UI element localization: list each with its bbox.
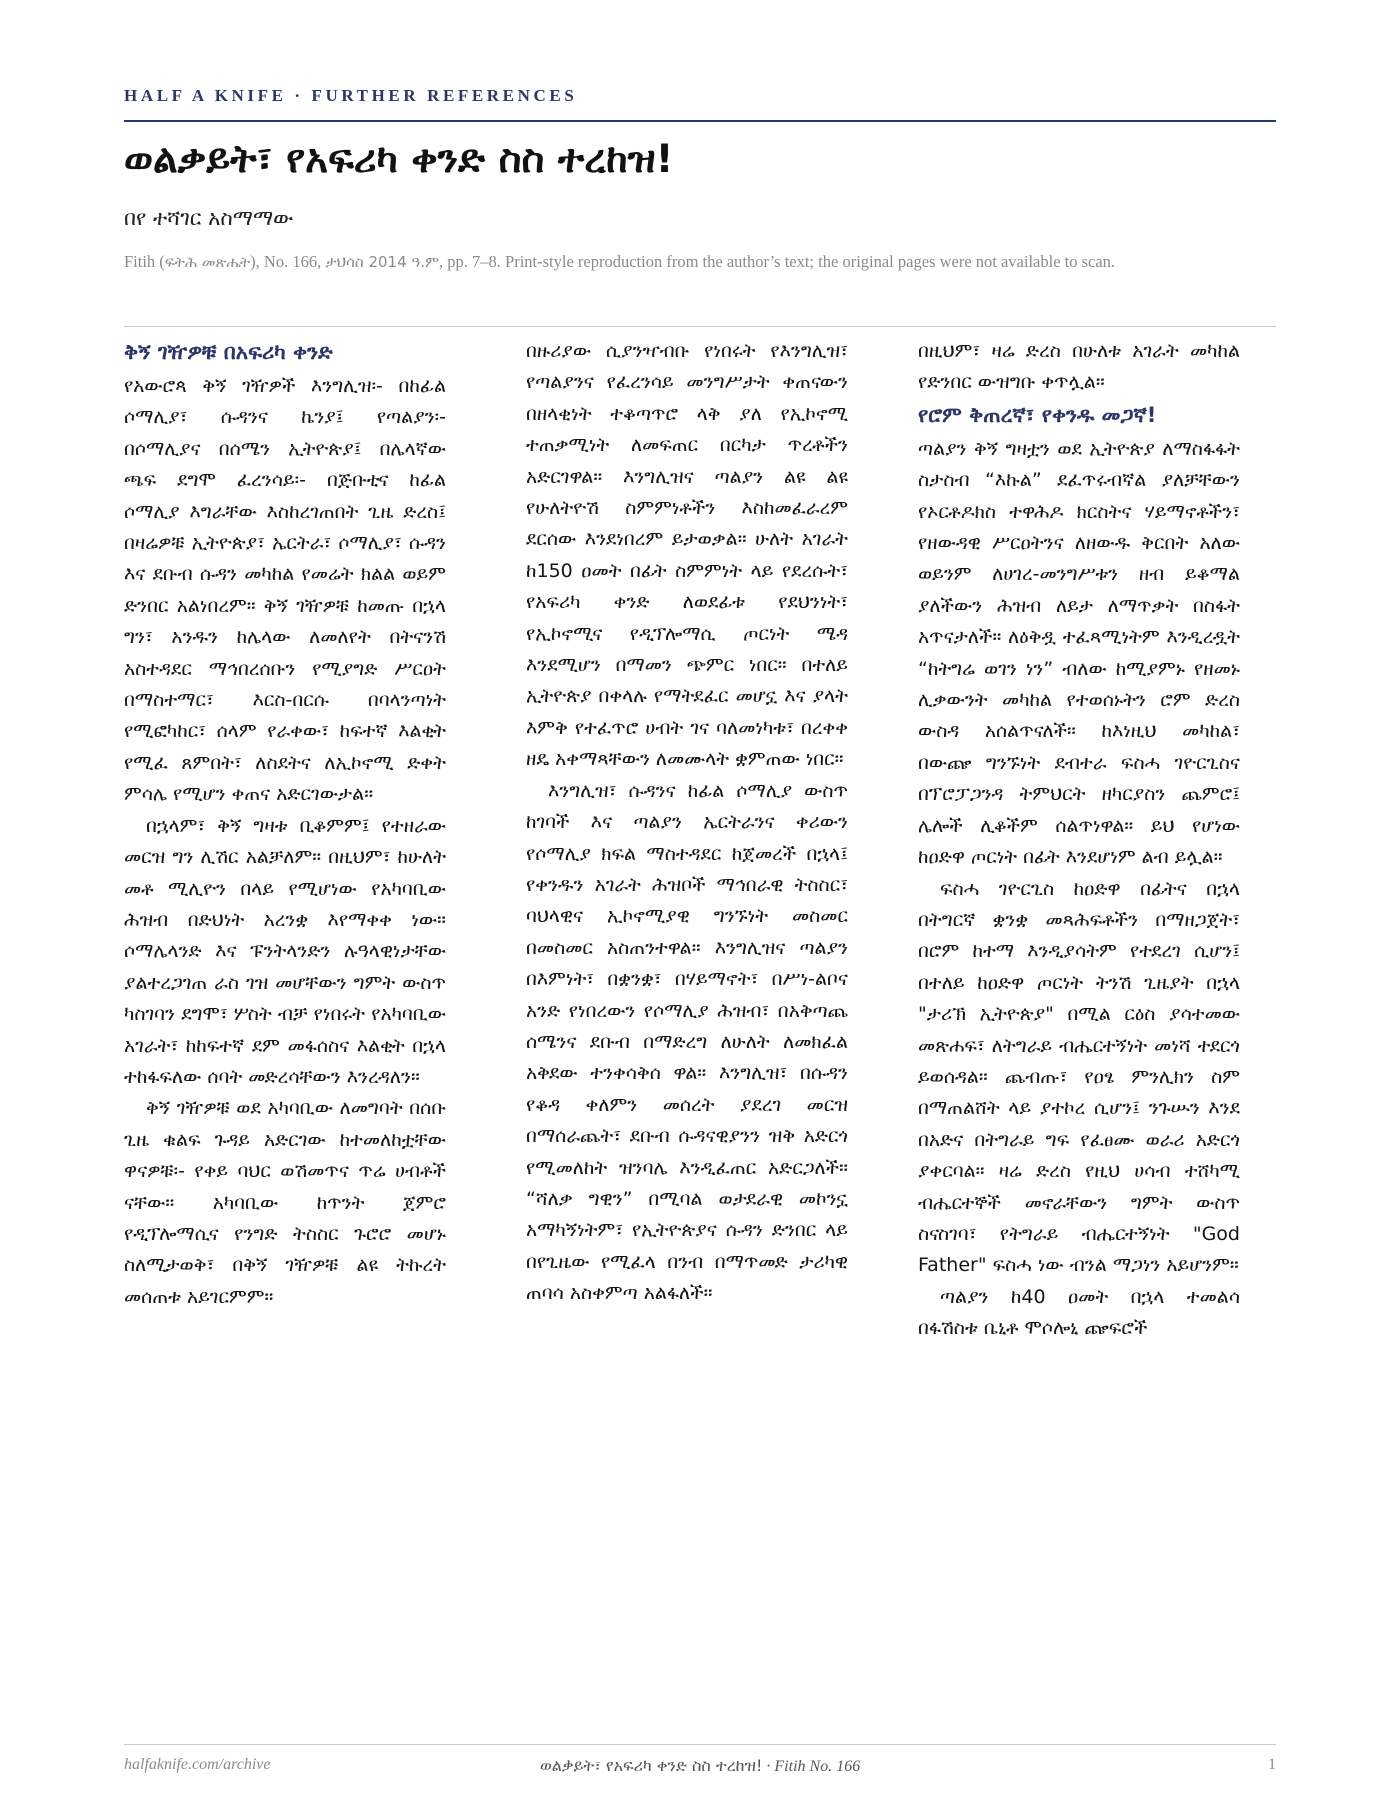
footer-rule bbox=[124, 1744, 1276, 1745]
column-2 bbox=[526, 336, 848, 1636]
byline: በየ ተሻገር አስማማው bbox=[124, 206, 294, 230]
paragraph: ቅኝ ገዥዎቹ ወደ አካባቢው ለመግባት በሰቡ ጊዜ ቁልፍ ጉዳይ አድርገው ከተመለከቷቸው ዋናዎቹ፡- የቀይ ባህር ወሽመጥና ጥሬ ሀብቶች ናቸው። አካባቢው ከጥንት ጀምሮ የዲፕሎማሲና የንግድ ትስስር ጉሮሮ መሆኑ ስለሚታወቅ፣ በቅኝ ገዥዎቹ ልዩ ትኩረት መሰጠቱ አይገርምም። bbox=[124, 1097, 446, 1308]
source-magazine-name: ፍትሕ መጽሔት bbox=[164, 253, 251, 271]
source-issue: ), No. 166, bbox=[250, 252, 326, 271]
column-1 bbox=[124, 336, 446, 1636]
section-heading-colonizers: ቅኝ ገዥዎቹ በአፍሪካ ቀንድ bbox=[124, 340, 333, 364]
paragraph: የአውሮጳ ቅኝ ገዥዎች እንግሊዝ፡- በከፊል ሶማሊያ፣ ሱዳንና ኬንያ፤ የጣልያን፡- በሶማሊያና በሰሜን ኢትዮጵያ፤ በሌላኛው ጫፍ ደግሞ ፈረንሳይ፡- በጅቡቲና ከፊል ሶማሊያ እግራቸው እስከረገጠበት ጊዜ ድረስ፤ በዛሬዎቹ ኢትዮጵያ፣ ኤርትራ፣ ሶማሊያ፣ ሱዳን እና ደቡብ ሱዳን መካከል የመሬት ክልል ወይም ድንበር አልነበረም። ቅኝ ገዥዎቹ ከመጡ በኋላ ግን፣ አንዱን ከሌላው ለመለየት በትናንሽ አስተዳደር ማኅበረሰቡን የሚያግድ ሥርዐት በማስተማር፣ እርስ-በርሱ በባላንጣነት የሚፎካከር፣ ሰላም የራቀው፣ ከፍተኛ እልቂት የሚፈ ጸምበት፣ ለስደትና ለኢኮኖሚ ድቀት ምሳሌ የሚሆን ቀጠና አድርገውታል። bbox=[124, 375, 446, 806]
header-rule bbox=[124, 120, 1276, 122]
source-note bbox=[124, 250, 1276, 274]
source-prefix: Fitih ( bbox=[124, 252, 165, 271]
footer-title bbox=[0, 1756, 1400, 1776]
paragraph: ጣልያን ከ40 ዐመት በኋላ ተመልሳ በፋሽስቱ ቤኒቶ ሞሶሎኒ ጬፍሮች bbox=[918, 1285, 1240, 1340]
paragraph: ፍስሓ ገዮርጊስ ከዐድዋ በፊትና በኋላ በትግርኛ ቋንቋ መጻሕፍቶችን በማዘጋጀት፣ በሮም ከተማ እንዲያሳትም የተደረገ ሲሆን፤ በተለይ ከዐድዋ ጦርነት ትንሽ ጊዜያት በኋላ "ታሪኽ ኢትዮጵያ" በሚል ርዕስ ያሳተመው መጽሐፍ፣ ለትግራይ ብሔርተኝነት መነሻ ተደርጎ ይወሰዳል። ጨብጡ፣ የዐፄ ምንሊክን ስም በማጠልሸት ላይ ያተኮረ ሲሆን፤ ንጉሡን እንደ በአድና በትግራይ ግፍ የፈፀሙ ወራሪ አድርጎ ያቀርባል። ዛሬ ድረስ የዚህ ሀሳብ ተሸካሚ ብሔርተኞች መኖራቸውን ግምት ውስጥ ስናስገባ፣ የትግራይ ብሔርተኝነት "God Father" ፍስሓ ነው ብንል ማጋነን አይሆንም። bbox=[918, 877, 1240, 1277]
source-suffix: , pp. 7–8. Print-style reproduction from the author’s text; the original pages were not available to scan. bbox=[439, 252, 1116, 271]
paragraph: በዚህም፣ ዛሬ ድረስ በሁለቱ አገራት መካከል የድንበር ውዝግቡ ቀጥሏል። bbox=[918, 340, 1240, 394]
footer-issue: · Fitih No. 166 bbox=[762, 1758, 861, 1775]
article-title: ወልቃይት፣ የአፍሪካ ቀንድ ስስ ተረከዝ! bbox=[124, 137, 674, 182]
section-heading-rome: የሮም ቅጠረኛ፣ የቀንዱ መጋኛ! bbox=[918, 402, 1157, 427]
column-3 bbox=[918, 336, 1240, 1636]
footer-article-title: ወልቃይት፣ የአፍሪካ ቀንድ ስስ ተረከዝ! bbox=[539, 1756, 763, 1775]
page-number: 1 bbox=[1268, 1756, 1276, 1773]
paragraph: በዙሪያው ሲያንዣብቡ የነበሩት የእንግሊዝ፣ የጣልያንና የፈረንሳይ መንግሥታት ቀጠናውን በዘላቂነት ተቆጣጥሮ ላቅ ያለ የኢኮኖሚ ተጠቃሚነት ለመፍጠር በርካታ ጥረቶችን አድርገዋል። እንግሊዝና ጣልያን ልዩ ልዩ የሁለትዮሽ ስምምነቶችን እስከመፈራረም ደርሰው እንደነበረም ይታወቃል። ሁለት አገራት ከ150 ዐመት በፊት ስምምነት ላይ የደረሱት፣ የአፍሪካ ቀንድ ለወደፊቱ የደህንነት፣ የኢኮኖሚና የዲፕሎማሲ ጦርነት ሜዳ እንደሚሆን በማመን ጭምር ነበር። በተለይ ኢትዮጵያ በቀላሉ የማትደፈር መሆኗ እና ያላት እምቅ የተፈጥሮ ሀብት ገና ባለመነካቱ፣ በረቀቀ ዘዴ አቀማጻቸውን ለመሙላት ቋምጠው ነበር። bbox=[526, 340, 848, 771]
section-rule bbox=[124, 326, 1276, 327]
paragraph: እንግሊዝ፣ ሱዳንና ከፊል ሶማሊያ ውስጥ ከገባች እና ጣልያን ኤርትራንና ቀሪውን የሶማሊያ ክፍል ማስተዳደር ከጀመረች በኋላ፤ የቀንዱን አገራት ሕዝቦች ማኅበራዊ ትስስር፣ ባህላዊና ኢኮኖሚያዊ ግንኙነት መስመር በመስመር አስጠንተዋል። እንግሊዝና ጣልያን በእምነት፣ በቋንቋ፣ በሃይማኖት፣ በሥነ-ልቦና አንድ የነበረውን የሶማሊያ ሕዝብ፣ በአቅጣጨ ሰሜንና ደቡብ በማድረግ ለሁለት ለመክፈል አቅደው ተንቀሳቅሰ ዋል። እንግሊዝ፣ በሱዳን የቆዳ ቀለምን መሰረት ያደረገ መርዝ በማሰራጨት፣ ደቡብ ሱዳናዊያንን ዝቅ አድርጎ የሚመለከት ዝንባሌ እንዲፈጠር አድርጋለች። “ሻለቃ ግዊን” በሚባል ወታደራዊ መኮንኗ አማካኝነትም፣ የኢትዮጵያና ሱዳን ድንበር ላይ በየጊዜው የሚፈላ በንብ በማጥመድ ታሪካዊ ጠባሳ አስቀምጣ አልፋለች። bbox=[526, 779, 848, 1305]
paragraph: በኋላም፣ ቅኝ ግዛቱ ቢቆምም፤ የተዘራው መርዝ ግን ሊሽር አልቻለም። በዚህም፣ ከሁለት መቶ ሚሊዮን በላይ የሚሆነው የአካባቢው ሕዝብ በድህነት አረንቋ እየማቀቀ ነው። ሶማሌላንድ እና ፑንትላንድን ሉዓላዊነታቸው ያልተረጋገጠ ራስ ገዝ መሆቸውን ግምት ውስጥ ካስገባን ደግሞ፣ ሦስት ብቻ የነበሩት የአካባቢው አገራት፣ ከከፍተኛ ደም መፋሰስና እልቂት በኋላ ተከፋፍለው ሰባት መድረሳቸውን እንረዳለን። bbox=[124, 814, 446, 1088]
footer-site-link[interactable]: halfaknife.com/archive bbox=[124, 1756, 271, 1773]
source-date: ታህሳስ 2014 ዓ.ም bbox=[325, 253, 440, 271]
paragraph: ጣልያን ቅኝ ግዛቷን ወደ ኢትዮጵያ ለማስፋፋት ስታስብ “እኩል” ደፈጥሩብኛል ያለቻቸውን የኦርቶዶክስ ተዋሕዶ ክርስትና ሃይማኖቶችን፣ የዘውዳዊ ሥርዐትንና ለዘውዱ ቅርበት አለው ወይንም ለሀገረ-መንግሥቱን ዘብ ይቆማል ያለችውን ሕዝብ ለይታ ለማጥቃት በስፋት አጥናታለች። ለዕቅዷ ተፈጻሚነትም እንዲረዷት “ከትግሬ ወገን ነን” ብለው ከሚያምኑ የዘመኑ ሊቃውንት መካከል የተወሰኑትን ሮም ድረስ ውስዳ አሰልጥናለች። ከእነዚህ መካከል፣ በውጬ ግንኙነት ደብተራ ፍስሓ ገዮርጊስና በፕሮፓጋንዳ ትምህርት ዘካርያስን ጨምሮ፤ ሌሎች ሊቆችም ሰልጥነዋል። ይህ የሆነው ከዐድዋ ጦርነት በፊት እንደሆነም ልብ ይሏል። bbox=[918, 437, 1240, 869]
running-head: HALF A KNIFE · FURTHER REFERENCES bbox=[124, 86, 578, 105]
